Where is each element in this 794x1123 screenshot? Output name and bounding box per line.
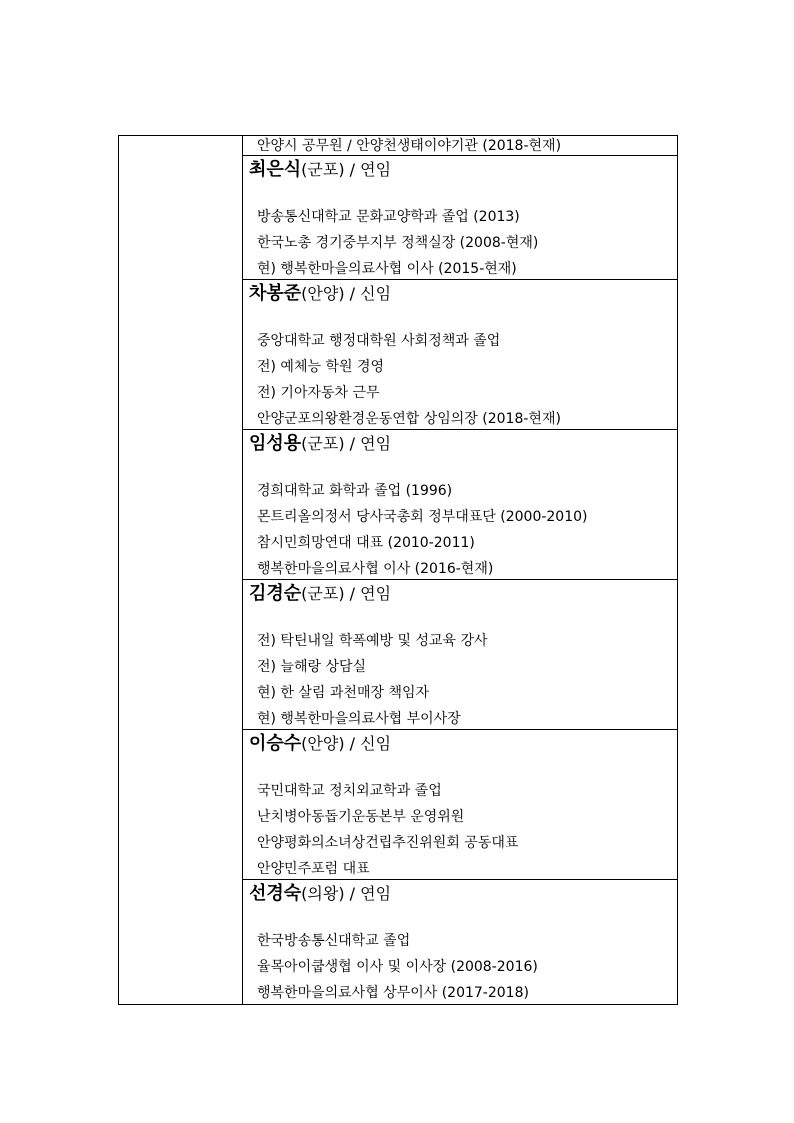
entry-name-text: 차봉준 (249, 283, 302, 304)
entry-name-text: 선경숙 (249, 883, 302, 904)
entry-region: (군포) (301, 434, 345, 453)
entry-name-text: 임성용 (249, 433, 302, 454)
entry-line: 안양민주포럼 대표 (257, 861, 370, 877)
entry-line: 참시민희망연대 대표 (2010-2011) (257, 535, 475, 551)
entry-name (249, 284, 391, 304)
entry-name (249, 160, 391, 180)
entry-line: 안양군포의왕환경운동연합 상임의장 (2018-현재) (257, 411, 561, 427)
entry-row (243, 880, 678, 1004)
entry-name-text: 김경순 (249, 583, 302, 604)
entry-line: 난치병아동돕기운동본부 운영위원 (257, 809, 465, 825)
entry-line: 전) 기아자동차 근무 (257, 385, 380, 401)
entry-status: / 신임 (344, 284, 392, 303)
entry-status: / 연임 (344, 584, 392, 603)
entry-line: 몬트리올의정서 당사국총회 정부대표단 (2000-2010) (257, 509, 588, 525)
entry-name-text: 이승수 (249, 733, 302, 754)
entry-row (243, 580, 678, 730)
entry-line: 행복한마을의료사협 상무이사 (2017-2018) (257, 985, 529, 1001)
first-row-text: 안양시 공무원 / 안양천생태이야기관 (2018-현재) (257, 138, 562, 154)
entry-line: 중앙대학교 행정대학원 사회정책과 졸업 (257, 333, 501, 349)
entry-name (249, 884, 391, 904)
entry-region: (안양) (301, 284, 345, 303)
entry-region: (군포) (301, 160, 345, 179)
entry-line: 경희대학교 화학과 졸업 (1996) (257, 483, 453, 499)
entry-status: / 연임 (344, 434, 392, 453)
entry-line: 전) 예체능 학원 경영 (257, 359, 385, 375)
entry-name (249, 734, 391, 754)
entry-line: 현) 행복한마을의료사협 이사 (2015-현재) (257, 261, 517, 277)
entry-status: / 신임 (344, 734, 392, 753)
entry-line: 전) 늘해랑 상담실 (257, 659, 367, 675)
entry-row (243, 280, 678, 430)
entry-line: 율목아이쿱생협 이사 및 이사장 (2008-2016) (257, 959, 538, 975)
entry-row (243, 730, 678, 880)
entry-name (249, 584, 391, 604)
entry-line: 한국노총 경기중부지부 정책실장 (2008-현재) (257, 235, 539, 251)
entry-region: (안양) (301, 734, 345, 753)
entry-region: (군포) (301, 584, 345, 603)
entry-line: 전) 탁틴내일 학폭예방 및 성교육 강사 (257, 633, 488, 649)
entry-line: 한국방송통신대학교 졸업 (257, 933, 411, 949)
entry-line: 안양평화의소녀상건립추진위원회 공동대표 (257, 835, 519, 851)
entry-region: (의왕) (301, 884, 345, 903)
entry-name-text: 최은식 (249, 159, 302, 180)
entry-line: 행복한마을의료사협 이사 (2016-현재) (257, 561, 494, 577)
entry-row (243, 156, 678, 280)
entry-name (249, 434, 391, 454)
table-row-first (243, 136, 678, 156)
entry-line: 방송통신대학교 문화교양학과 졸업 (2013) (257, 209, 520, 225)
entry-status: / 연임 (344, 884, 392, 903)
entry-status: / 연임 (344, 160, 392, 179)
entry-line: 현) 한 살림 과천매장 책임자 (257, 685, 430, 701)
entry-line: 현) 행복한마을의료사협 부이사장 (257, 711, 461, 727)
entry-line: 국민대학교 정치외교학과 졸업 (257, 783, 442, 799)
entry-row (243, 430, 678, 580)
